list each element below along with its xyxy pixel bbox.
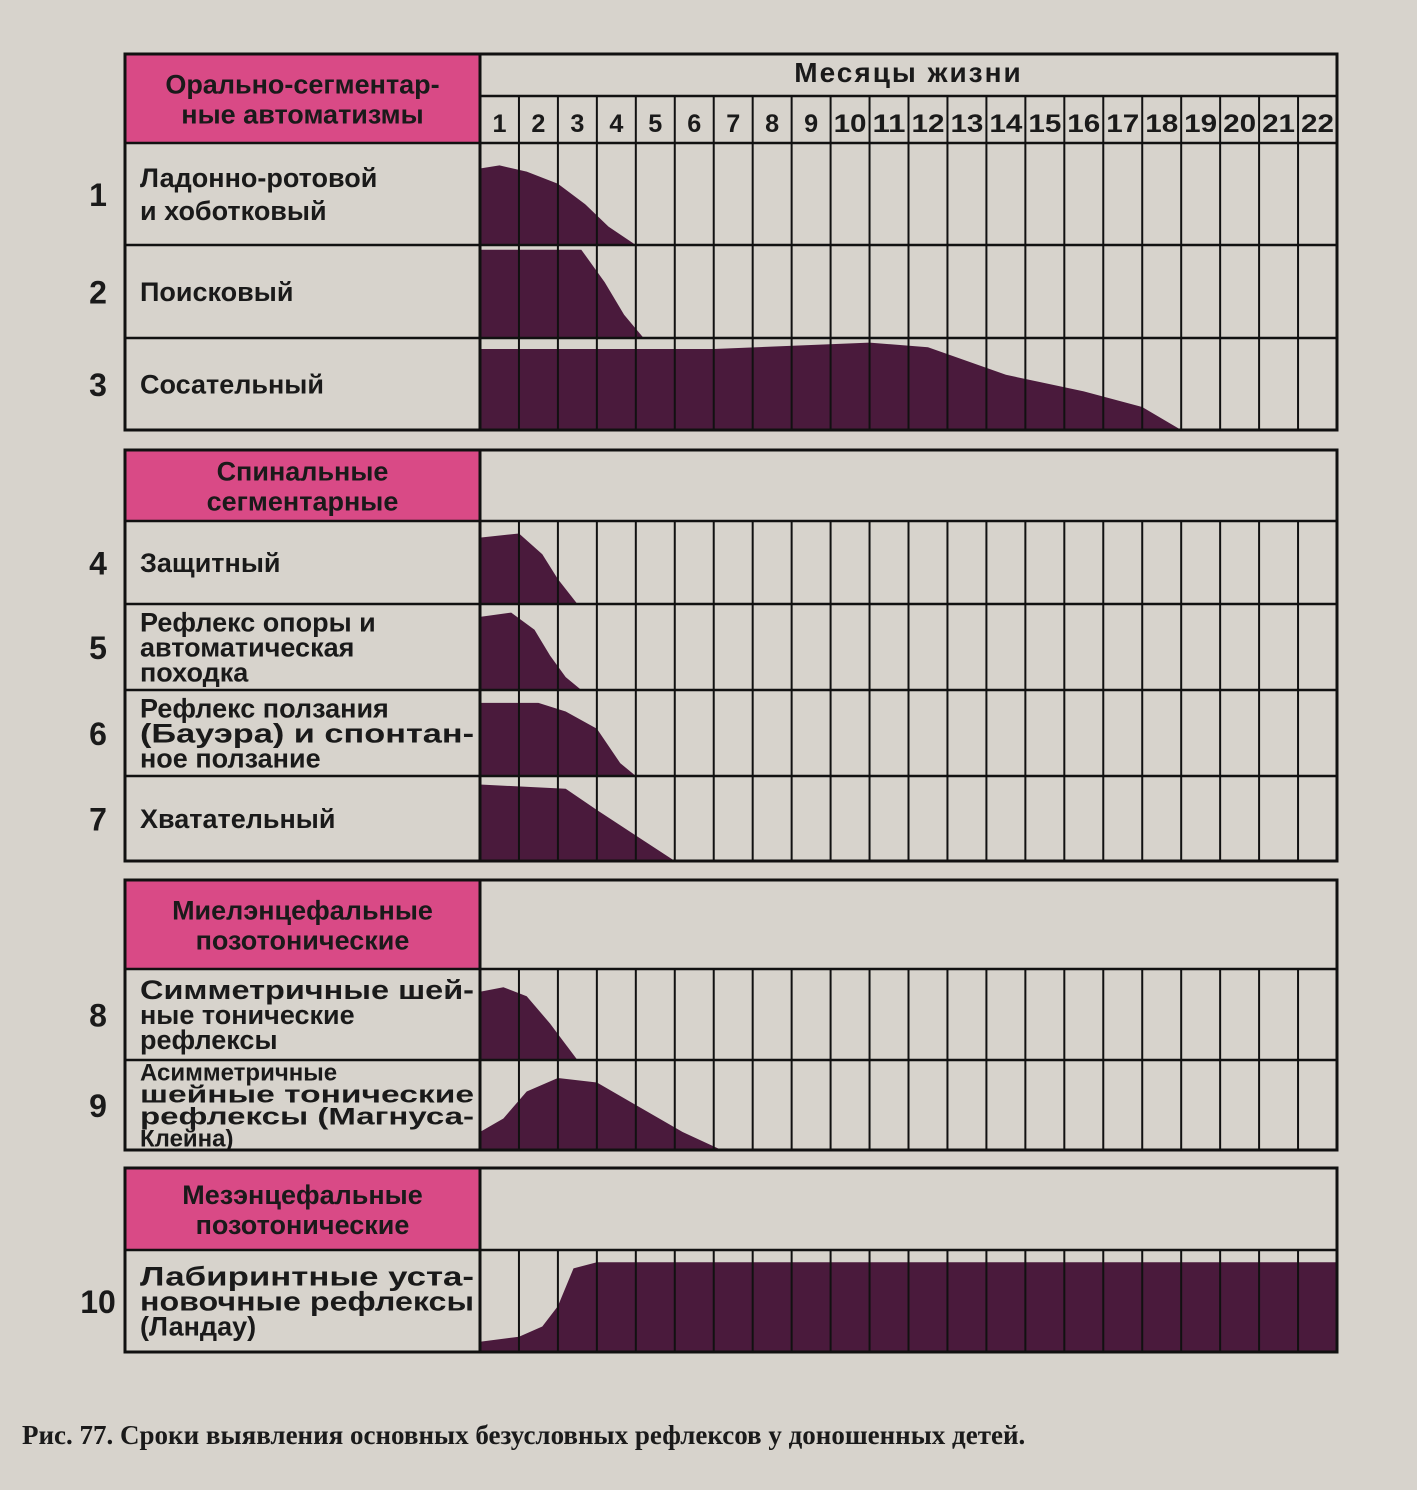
month-tick-label: 10 bbox=[833, 110, 867, 138]
month-tick-label: 5 bbox=[648, 110, 663, 138]
reflex-area-7 bbox=[480, 785, 675, 862]
month-tick-label: 8 bbox=[765, 110, 780, 138]
reflex-number: 10 bbox=[80, 1284, 116, 1320]
reflex-area-2 bbox=[480, 250, 644, 338]
reflex-number: 2 bbox=[89, 274, 107, 311]
month-tick-label: 12 bbox=[911, 110, 945, 138]
reflex-label-line: Поисковый bbox=[140, 276, 294, 307]
month-tick-label: 7 bbox=[726, 110, 741, 138]
group-header-text: Спинальные bbox=[216, 456, 389, 487]
reflex-label-line: новочные рефлексы bbox=[140, 1286, 474, 1317]
figure-caption bbox=[22, 1420, 1402, 1451]
reflex-number: 5 bbox=[89, 630, 107, 666]
group-header-text: Мезэнцефальные bbox=[182, 1180, 423, 1210]
reflex-label-line: (Бауэра) и спонтан- bbox=[140, 718, 474, 749]
reflex-label-line: Лабиринтные уста- bbox=[140, 1261, 474, 1292]
reflex-label-line: Клейна) bbox=[140, 1125, 234, 1153]
reflex-number: 7 bbox=[89, 801, 107, 838]
reflex-label-line: Ладонно-ротовой bbox=[140, 162, 378, 193]
group-header-text: сегментарные bbox=[206, 486, 399, 517]
reflex-label-line: Защитный bbox=[140, 547, 281, 578]
reflex-area-9 bbox=[480, 1078, 722, 1150]
reflex-label-line: ные тонические bbox=[140, 999, 355, 1030]
month-axis-title: Месяцы жизни bbox=[794, 57, 1023, 88]
reflex-number: 3 bbox=[89, 367, 107, 403]
month-tick-label: 16 bbox=[1067, 110, 1101, 138]
reflex-number: 4 bbox=[89, 545, 107, 582]
month-tick-label: 2 bbox=[531, 110, 546, 138]
group-header-text: Орально-сегментар- bbox=[165, 69, 440, 100]
month-tick-label: 20 bbox=[1223, 110, 1257, 138]
reflex-area-8 bbox=[480, 987, 577, 1060]
reflex-label-line: шейные тонические bbox=[140, 1081, 474, 1109]
group-header-blank bbox=[480, 450, 1337, 521]
group-header-text: позотонические bbox=[195, 925, 410, 956]
month-tick-label: 4 bbox=[609, 110, 624, 138]
reflex-label-line: Хватательный bbox=[140, 803, 336, 834]
month-tick-label: 18 bbox=[1145, 110, 1179, 138]
month-tick-label: 1 bbox=[492, 110, 507, 138]
reflex-area-4 bbox=[480, 534, 577, 605]
reflex-label-line: Сосательный bbox=[140, 369, 324, 400]
reflex-number: 6 bbox=[89, 716, 107, 752]
month-tick-label: 21 bbox=[1262, 110, 1296, 138]
figure-caption-text: Сроки выявления основных безусловных рефлексов у доношенных детей. bbox=[113, 1420, 1026, 1450]
reflex-number: 1 bbox=[89, 177, 107, 213]
reflex-number: 8 bbox=[89, 997, 107, 1034]
month-tick-label: 14 bbox=[989, 110, 1023, 138]
figure-number: Рис. 77. bbox=[22, 1420, 114, 1450]
reflex-label-line: походка bbox=[140, 657, 249, 688]
reflex-area-5 bbox=[480, 613, 581, 690]
reflex-label-line: ное ползание bbox=[140, 743, 321, 774]
group-header-text: позотонические bbox=[195, 1210, 410, 1240]
reflex-label-line: рефлексы (Магнуса- bbox=[140, 1103, 474, 1131]
group-header-text: Миелэнцефальные bbox=[172, 895, 433, 926]
month-tick-label: 13 bbox=[950, 110, 984, 138]
group-header-blank bbox=[480, 880, 1337, 969]
reflex-label-line: (Ландау) bbox=[140, 1311, 257, 1342]
reflex-label-line: Рефлекс опоры и bbox=[140, 607, 376, 638]
month-tick-label: 9 bbox=[804, 110, 819, 138]
reflex-label-line: автоматическая bbox=[140, 632, 355, 663]
reflex-label-line: Рефлекс ползания bbox=[140, 693, 389, 724]
reflex-label-line: рефлексы bbox=[140, 1024, 278, 1055]
reflex-label-line: Асимметричные bbox=[140, 1059, 338, 1087]
month-tick-label: 6 bbox=[687, 110, 702, 138]
month-tick-label: 11 bbox=[872, 110, 906, 138]
month-tick-label: 17 bbox=[1106, 110, 1140, 138]
group-header-text: ные автоматизмы bbox=[181, 99, 424, 130]
reflex-number: 9 bbox=[89, 1088, 107, 1124]
month-tick-label: 22 bbox=[1301, 110, 1334, 138]
reflex-label-line: и хоботковый bbox=[140, 195, 327, 226]
reflex-label-line: Симметричные шей- bbox=[140, 974, 474, 1005]
month-tick-label: 15 bbox=[1028, 110, 1062, 138]
month-tick-label: 19 bbox=[1184, 110, 1218, 138]
month-tick-label: 3 bbox=[570, 110, 585, 138]
group-header-blank bbox=[480, 1168, 1337, 1250]
